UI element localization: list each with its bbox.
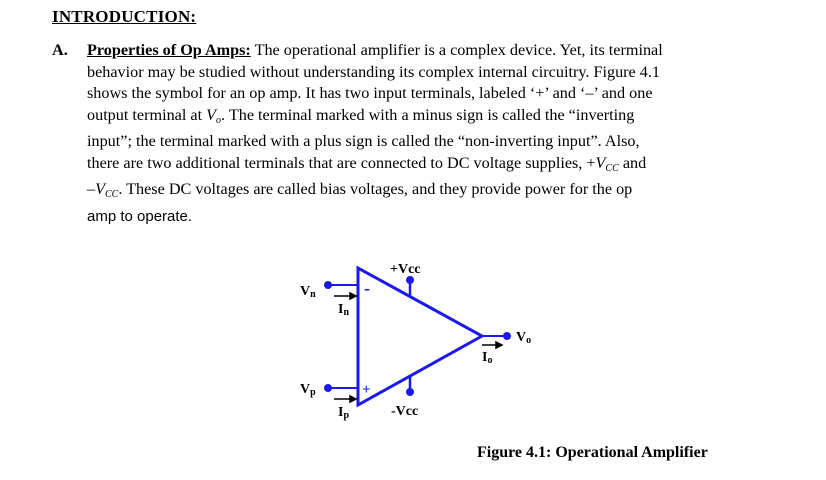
in-label [338,302,349,318]
vcc-neg-symbol: V [95,180,105,198]
vo-subscript: o [216,114,222,126]
vo-dot [503,332,511,340]
vp-subscript: p [310,387,316,398]
vcc-pos-symbol: V [595,153,606,172]
op-amp-triangle [358,268,482,405]
in-main: I [338,302,344,317]
line-6-text-a: there are two additional terminals that are connected to DC voltage supplies, + [87,153,596,172]
figure-caption: Figure 4.1: Operational Amplifier [477,444,708,461]
vn-dot [324,281,332,289]
vo-subscript: o [526,335,532,346]
ip-main: I [338,405,344,420]
section-marker: A. [52,41,68,59]
vp-main: V [300,382,311,397]
in-arrow-head [350,293,356,299]
vo-label [516,330,531,346]
line-7-text-b: . These DC voltages are called bias voltages, and they provide power for the op [118,180,633,198]
ip-arrow-head [350,396,356,402]
vcc-pos-subscript: CC [605,162,619,174]
vcc-neg-subscript: CC [104,189,119,200]
io-label [482,350,492,366]
vcc-neg-label: -Vcc [391,404,419,419]
paragraph-line-3: shows the symbol for an op amp. It has two input terminals, labeled ‘+’ and ‘–’ and one [87,84,653,102]
vcc-pos-label: +Vcc [390,262,421,277]
io-arrow-head [496,342,502,348]
paragraph-line-2: behavior may be studied without understanding its complex internal circuitry. Figure 4.1 [87,62,661,81]
vn-label [300,284,316,300]
paragraph-line-8: amp to operate. [87,207,193,225]
vcc-pos-dot [406,276,414,284]
vcc-neg-dot [406,388,414,396]
vp-dot [324,384,332,392]
plus-terminal-label: + [362,382,371,398]
in-subscript: n [343,307,350,318]
ip-subscript: p [343,410,350,421]
vp-label [300,382,316,398]
ip-label [338,405,349,421]
line-4-text-a: output terminal at [87,105,207,124]
vo-main: V [516,330,527,345]
line-1-text: The operational amplifier is a complex device. Yet, its terminal [254,41,663,59]
line-6-text-b: and [618,153,647,172]
op-amp-symbol [328,268,507,405]
page-heading: INTRODUCTION: [52,7,197,26]
vn-main: V [300,284,311,299]
io-main: I [482,350,488,365]
minus-sign: – [87,180,96,198]
minus-terminal-label: - [364,278,370,298]
paragraph-line-5: input”; the terminal marked with a plus sign is called the “non-inverting input”. Also, [87,132,640,150]
line-4-text-b: . The terminal marked with a minus sign is called the “inverting [221,105,635,124]
io-subscript: o [487,355,493,366]
vo-symbol: V [206,105,217,124]
vn-subscript: n [310,289,316,300]
section-title: Properties of Op Amps: [87,41,251,59]
